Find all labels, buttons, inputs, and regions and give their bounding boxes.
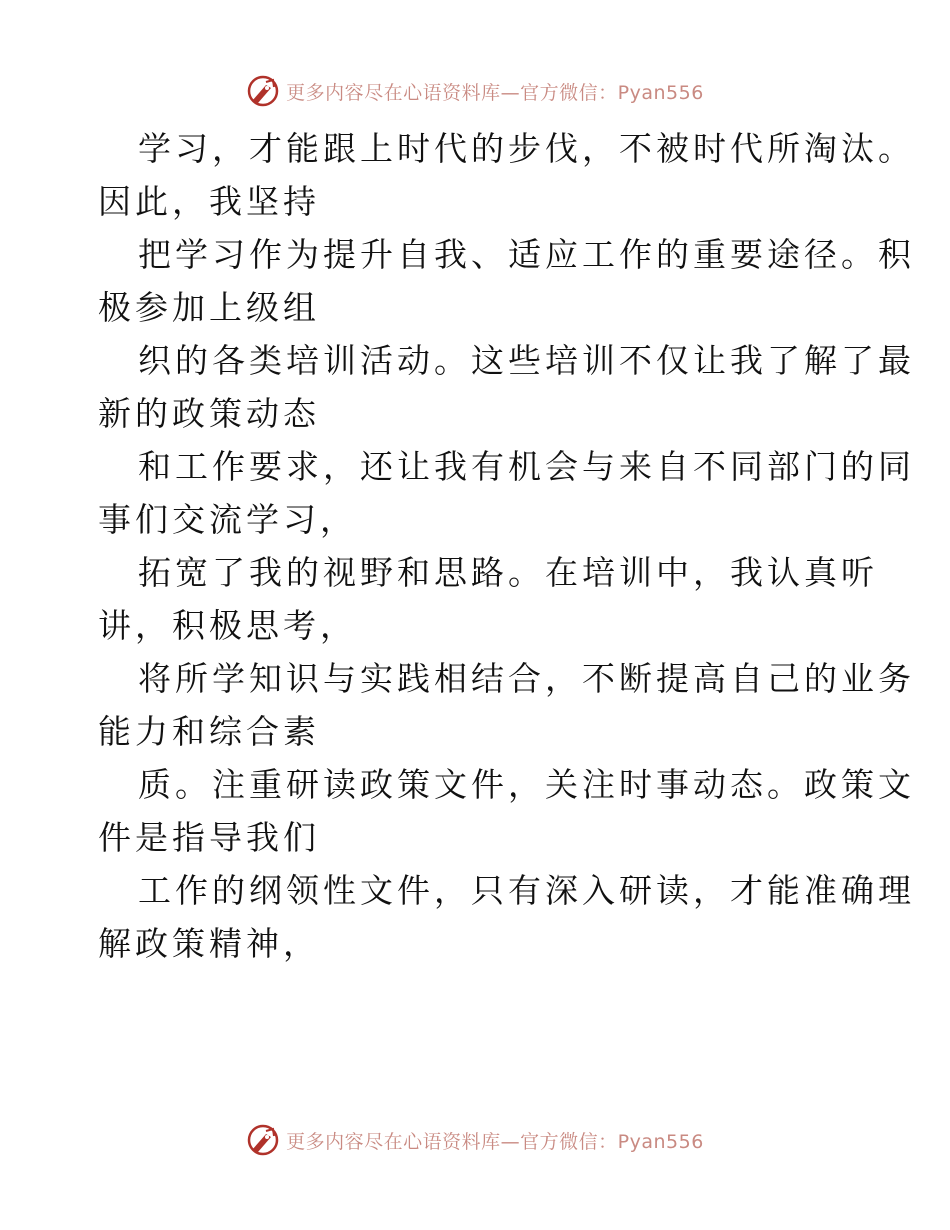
body-line: 把学习作为提升自我、适应工作的重要途径。积: [138, 235, 915, 274]
body-line: 极参加上级组: [98, 288, 320, 327]
watermark-text: [286, 78, 704, 105]
pen-nib-icon: [246, 74, 280, 108]
footer-watermark: [0, 1120, 950, 1160]
body-line: 讲，积极思考，: [98, 606, 357, 645]
body-line: 能力和综合素: [98, 712, 320, 751]
body-line: 将所学知识与实践相结合，不断提高自己的业务: [138, 659, 915, 698]
watermark-wechat-id: Pyan556: [617, 81, 704, 104]
body-line: 和工作要求，还让我有机会与来自不同部门的同: [138, 447, 915, 486]
watermark-text: [286, 1127, 704, 1154]
pen-nib-icon: [246, 1123, 280, 1157]
watermark-wechat-id: Pyan556: [617, 1130, 704, 1153]
header-watermark: [0, 71, 950, 111]
body-line: 质。注重研读政策文件，关注时事动态。政策文: [138, 765, 915, 804]
body-line: 件是指导我们: [98, 818, 320, 857]
body-line: 因此，我坚持: [98, 182, 320, 221]
document-body: [98, 122, 915, 970]
body-line: 织的各类培训活动。这些培训不仅让我了解了最: [138, 341, 915, 380]
body-line: 学习，才能跟上时代的步伐，不被时代所淘汰。: [138, 129, 915, 168]
body-line: 新的政策动态: [98, 394, 320, 433]
body-line: 解政策精神，: [98, 924, 320, 963]
watermark-label: 更多内容尽在心语资料库—官方微信：: [286, 1130, 618, 1153]
body-line: 工作的纲领性文件，只有深入研读，才能准确理: [138, 871, 915, 910]
body-line: 拓宽了我的视野和思路。在培训中，我认真听: [138, 553, 878, 592]
watermark-label: 更多内容尽在心语资料库—官方微信：: [286, 81, 618, 104]
body-line: 事们交流学习，: [98, 500, 357, 539]
